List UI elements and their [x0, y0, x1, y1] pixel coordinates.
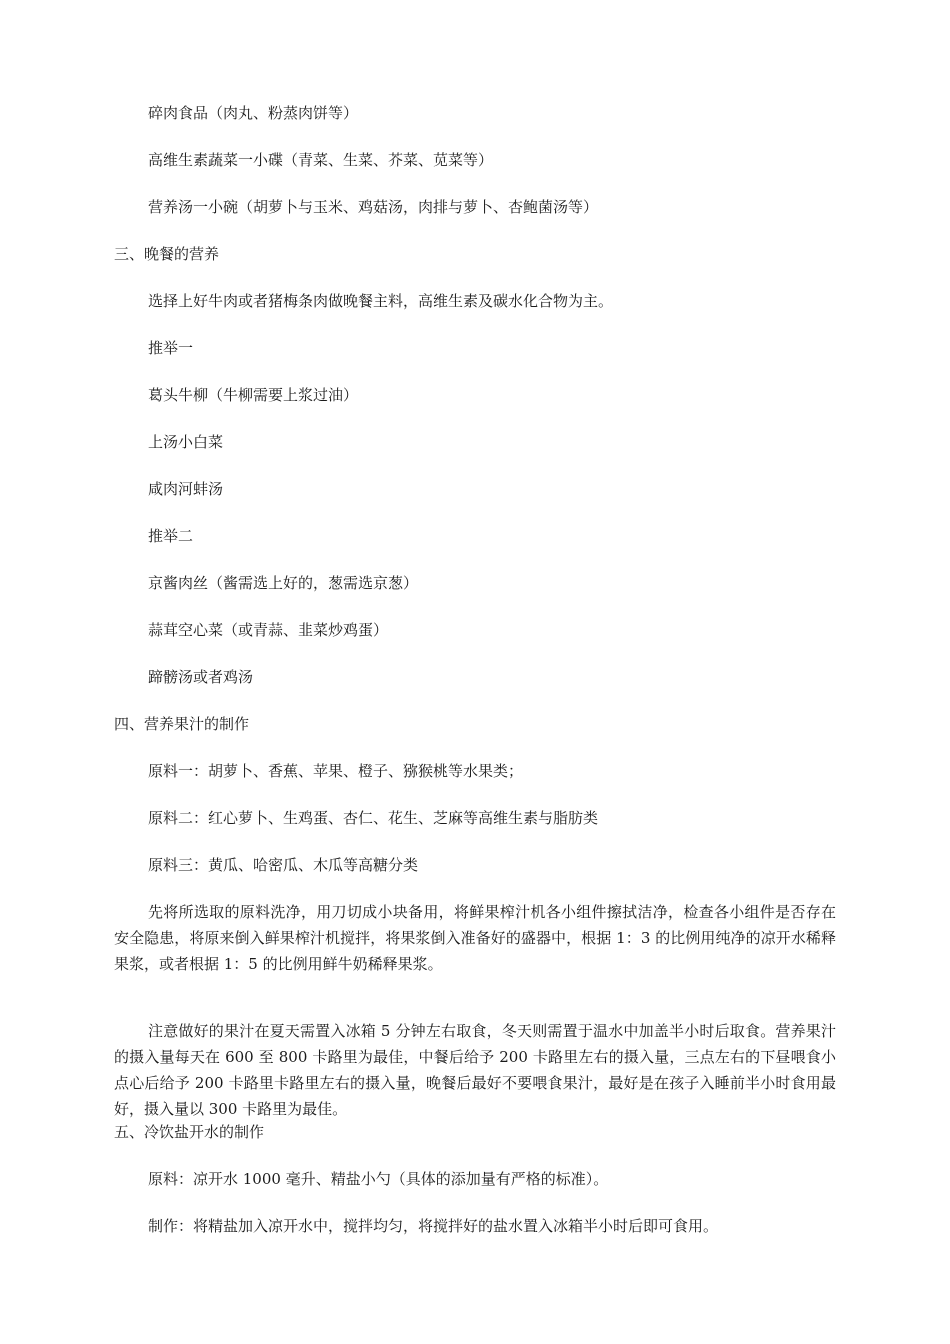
material-item: 原料：凉开水 1000 毫升、精盐小勺（具体的添加量有严格的标准）。 — [148, 1170, 609, 1188]
section-heading: 五、冷饮盐开水的制作 — [114, 1123, 265, 1141]
section-heading: 四、营养果汁的制作 — [114, 715, 250, 733]
menu-item: 上汤小白菜 — [148, 433, 224, 451]
menu-item: 咸肉河蚌汤 — [148, 480, 224, 498]
recommendation-title: 推举一 — [148, 339, 194, 357]
recommendation-title: 推举二 — [148, 527, 194, 545]
lunch-item: 营养汤一小碗（胡萝卜与玉米、鸡菇汤，肉排与萝卜、杏鲍菌汤等） — [148, 198, 599, 216]
menu-item: 蹄髈汤或者鸡汤 — [148, 668, 254, 686]
material-item: 原料一：胡萝卜、香蕉、苹果、橙子、猕猴桃等水果类； — [148, 762, 524, 780]
lunch-item: 高维生素蔬菜一小碟（青菜、生菜、芥菜、苋菜等） — [148, 151, 494, 169]
menu-item: 葛头牛柳（牛柳需要上浆过油） — [148, 386, 359, 404]
body-paragraph: 注意做好的果汁在夏天需置入冰箱 5 分钟左右取食，冬天则需置于温水中加盖半小时后取食。营养果汁的摄入量每天在 600 至 800 卡路里为最佳，中餐后给予 200 卡路里左右的摄入量，三点左右的下昼喂食小点心后给予 200 卡路里卡路里左右的摄入量，晚餐后最好不要喂食果汁，最好是在孩子入睡前半小时食用最好，摄入量以 300 卡路里为最佳。 — [114, 1022, 836, 1118]
menu-item: 京酱肉丝（酱需选上好的，葱需选京葱） — [148, 574, 419, 592]
method-text: 制作：将精盐加入凉开水中，搅拌均匀，将搅拌好的盐水置入冰箱半小时后即可食用。 — [148, 1217, 719, 1235]
body-paragraph: 先将所选取的原料洗净，用刀切成小块备用，将鲜果榨汁机各小组件擦拭洁净，检查各小组件是否存在安全隐患，将原来倒入鲜果榨汁机搅拌，将果浆倒入准备好的盛器中，根据 1：3 的比例用纯净的凉开水稀释果浆，或者根据 1：5 的比例用鲜牛奶稀释果浆。 — [114, 903, 836, 973]
material-item: 原料二：红心萝卜、生鸡蛋、杏仁、花生、芝麻等高维生素与脂肪类 — [148, 809, 599, 827]
menu-item: 蒜茸空心菜（或青蒜、韭菜炒鸡蛋） — [148, 621, 389, 639]
lunch-item: 碎肉食品（肉丸、粉蒸肉饼等） — [148, 104, 359, 122]
section-heading: 三、晚餐的营养 — [114, 245, 220, 263]
section-intro: 选择上好牛肉或者猪梅条肉做晚餐主料，高维生素及碳水化合物为主。 — [148, 292, 614, 310]
material-item: 原料三：黄瓜、哈密瓜、木瓜等高糖分类 — [148, 856, 419, 874]
